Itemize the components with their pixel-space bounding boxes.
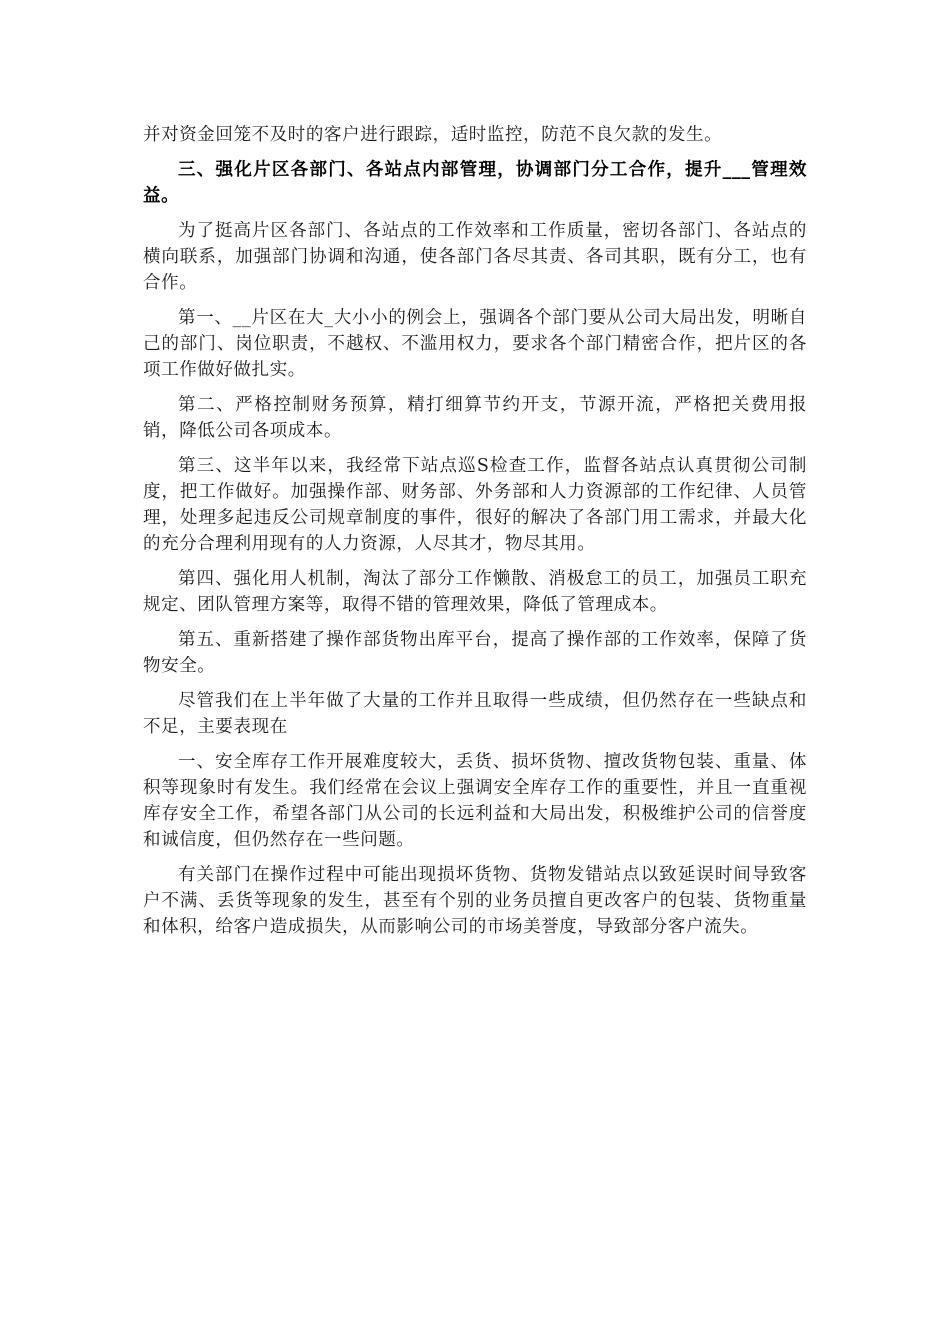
paragraph-fourth: 第四、强化用人机制，淘汰了部分工作懒散、消极怠工的员工，加强员工职充规定、团队管理方案等，取得不错的管理效果，降低了管理成本。 xyxy=(143,569,807,615)
paragraph-first: 第一、__片区在大_大小小的例会上，强调各个部门要从公司大局出发，明晰自己的部门、岗位职责，不越权、不滥用权力，要求各个部门精密合作，把片区的各项工作做好做扎实。 xyxy=(143,308,807,380)
paragraph-issue-detail: 有关部门在操作过程中可能出现损坏货物、货物发错站点以致延误时间导致客户不满、丢货等现象的发生，甚至有个别的业务员擅自更改客户的包装、货物重量和体积，给客户造成损失，从而影响公司的市场美誉度，导致部分客户流失。 xyxy=(143,865,807,937)
paragraph-shortcomings: 尽管我们在上半年做了大量的工作并且取得一些成绩，但仍然存在一些缺点和不足，主要表现在 xyxy=(143,691,807,737)
paragraph-third: 第三、这半年以来，我经常下站点巡S检查工作，监督各站点认真贯彻公司制度，把工作做好。加强操作部、财务部、外务部和人力资源部的工作纪律、人员管理，处理多起违反公司规章制度的事件，很好的解决了各部门用工需求，并最大化的充分合理利用现有的人力资源，人尽其才，物尽其用。 xyxy=(143,456,807,554)
paragraph-second: 第二、严格控制财务预算，精打细算节约开支，节源开流，严格把关费用报销，降低公司各项成本。 xyxy=(143,395,807,441)
section-heading: 三、强化片区各部门、各站点内部管理，协调部门分工合作，提升___管理效益。 xyxy=(143,160,807,206)
paragraph-fifth: 第五、重新搭建了操作部货物出库平台，提高了操作部的工作效率，保障了货物安全。 xyxy=(143,630,807,676)
document-page xyxy=(143,122,807,949)
paragraph-intro: 为了挺高片区各部门、各站点的工作效率和工作质量，密切各部门、各站点的横向联系，加强部门协调和沟通，使各部门各尽其责、各司其职，既有分工，也有合作。 xyxy=(143,221,807,293)
paragraph-continuation: 并对资金回笼不及时的客户进行跟踪，适时监控，防范不良欠款的发生。 xyxy=(143,125,723,145)
paragraph-issue-one: 一、安全库存工作开展难度较大，丢货、损坏货物、擅改货物包装、重量、体积等现象时有发生。我们经常在会议上强调安全库存工作的重要性，并且一直重视库存安全工作，希望各部门从公司的长远利益和大局出发，积极维护公司的信誉度和诚信度，但仍然存在一些问题。 xyxy=(143,752,807,850)
